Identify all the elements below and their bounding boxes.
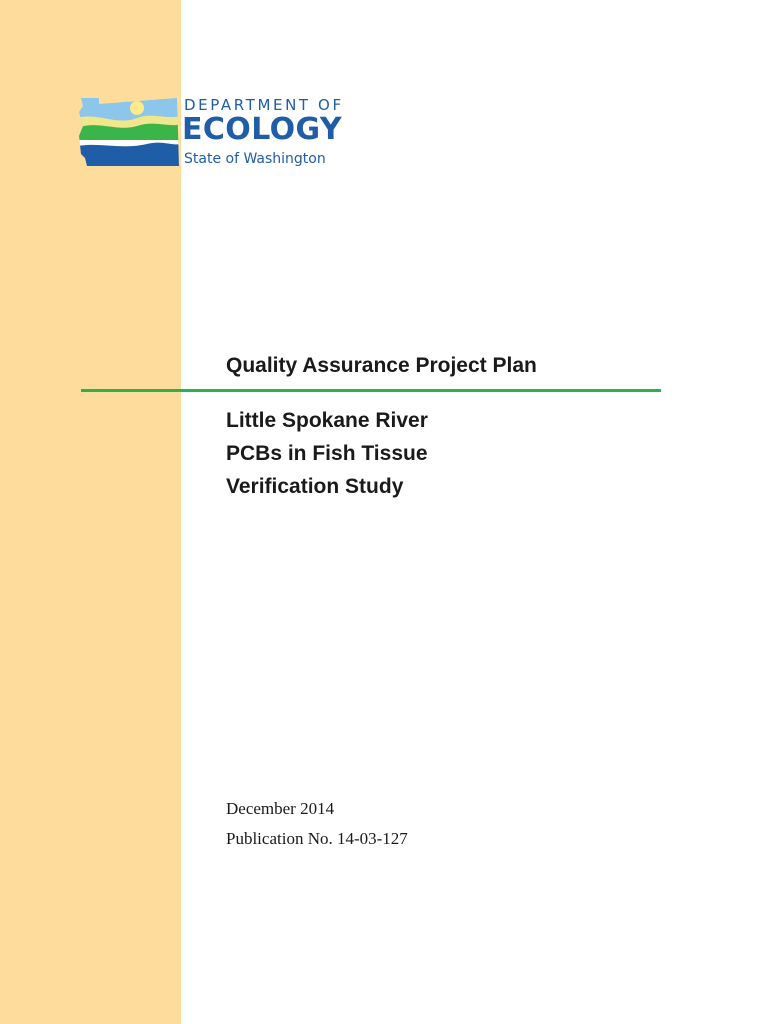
- logo-line-ecology: ECOLOGY: [182, 112, 343, 147]
- title-line: Verification Study: [226, 475, 404, 498]
- publication-date: December 2014: [226, 799, 335, 818]
- publication-info: [226, 794, 408, 854]
- ecology-logo: [77, 96, 357, 176]
- washington-state-map-icon: [77, 96, 181, 170]
- title-line: PCBs in Fish Tissue: [226, 442, 428, 465]
- document-heading: Quality Assurance Project Plan: [226, 354, 537, 377]
- document-title: [226, 404, 428, 503]
- publication-number: Publication No. 14-03-127: [226, 829, 408, 848]
- logo-line-state-of-washington: State of Washington: [184, 151, 326, 167]
- title-line: Little Spokane River: [226, 409, 428, 432]
- green-divider: [81, 389, 661, 392]
- logo-line-department-of: DEPARTMENT OF: [184, 96, 344, 114]
